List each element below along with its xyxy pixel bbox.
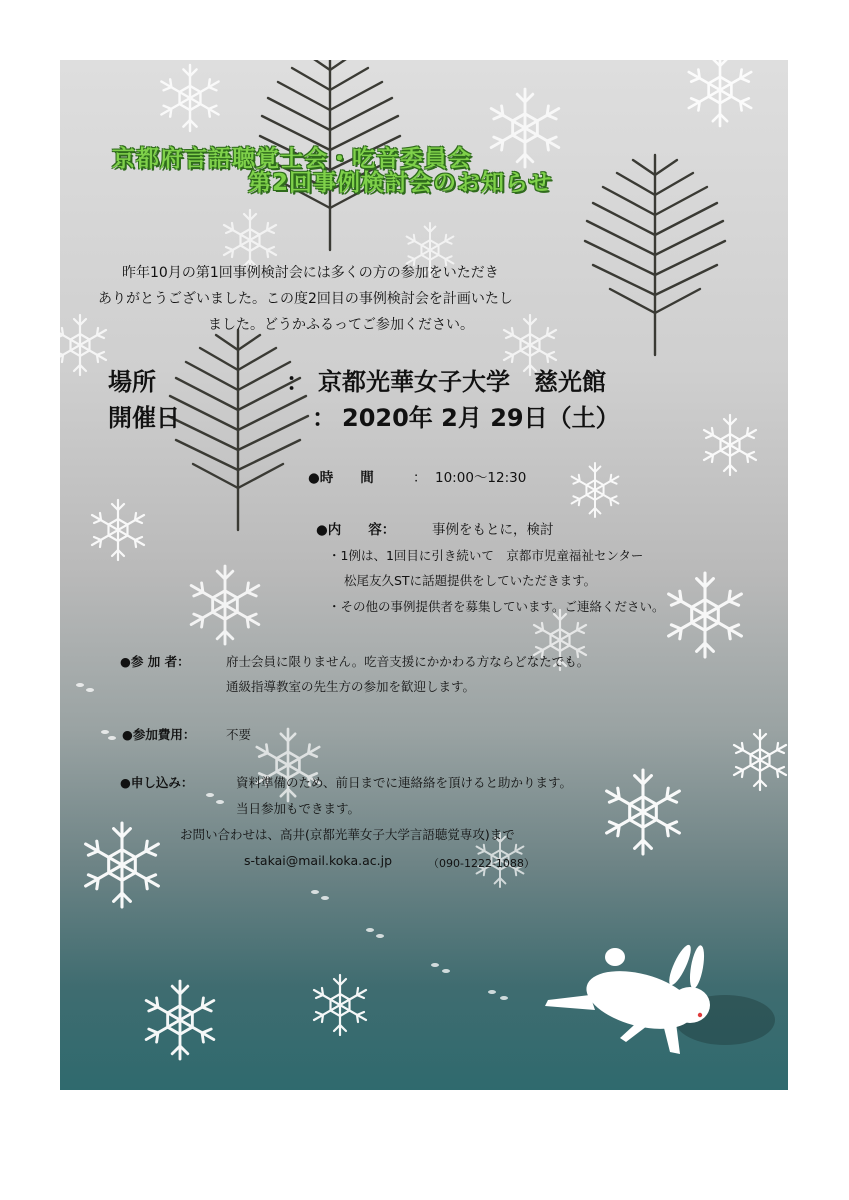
content-line-3: ・その他の事例提供者を募集しています。ご連絡ください。 bbox=[328, 599, 665, 614]
participants-label: ●参 加 者： bbox=[120, 654, 190, 669]
fee-label: ●参加費用： bbox=[122, 727, 196, 742]
tree-icon bbox=[585, 155, 725, 355]
rabbit-icon bbox=[545, 943, 710, 1054]
snowflake-icon bbox=[92, 500, 144, 560]
fee-value: 不要 bbox=[226, 727, 252, 742]
apply-line-2: 当日参加もできます。 bbox=[236, 801, 361, 816]
time-colon: ： bbox=[413, 470, 427, 486]
time-label: ●時 間 bbox=[308, 470, 374, 486]
title-line-2: 第2回事例検討会のお知らせ bbox=[248, 170, 553, 196]
content-value: 事例をもとに，検討 bbox=[432, 522, 554, 538]
snowflake-icon bbox=[572, 463, 619, 517]
apply-line-1: 資料準備のため、前日までに連絡絡を頂けると助かります。 bbox=[236, 775, 573, 790]
snowflake-icon bbox=[491, 89, 559, 167]
tree-icon bbox=[168, 330, 308, 530]
time-value: 10:00～12:30 bbox=[435, 470, 527, 486]
intro-line-3: ました。どうかふるってご参加ください。 bbox=[208, 317, 474, 333]
content-line-1: ・1例は、1回目に引き続いて 京都市児童福祉センター bbox=[328, 548, 644, 563]
snowflake-icon bbox=[314, 975, 366, 1035]
contact-phone: （090-1222-1088） bbox=[428, 857, 535, 870]
snowflake-icon bbox=[224, 210, 276, 270]
snowflake-icon bbox=[161, 65, 218, 131]
intro-line-1: 昨年10月の第1回事例検討会には多くの方の参加をいただき bbox=[122, 265, 499, 281]
participants-line-1: 府士会員に限りません。吃音支援にかかわる方ならどなたでも。 bbox=[226, 654, 590, 669]
venue-label: 場所 bbox=[108, 368, 156, 396]
snowflake-icon bbox=[607, 770, 680, 854]
content-label: ●内 容： bbox=[316, 522, 396, 538]
date-value: 2020年 2月 29日（土） bbox=[342, 404, 620, 432]
snowflake-icon bbox=[60, 315, 106, 375]
snowflake-icon bbox=[689, 60, 751, 126]
intro-line-2: ありがとうございました。この度2回目の事例検討会を計画いたし bbox=[98, 291, 513, 307]
content-line-2: 松尾友久STに話題提供をしていただきます。 bbox=[344, 573, 597, 588]
title-line-1: 京都府言語聴覚士会・吃音委員会 bbox=[112, 146, 472, 172]
snowflake-icon bbox=[86, 823, 159, 907]
date-label: 開催日 bbox=[108, 404, 180, 432]
venue-value: 京都光華女子大学 慈光館 bbox=[318, 368, 606, 396]
snowflake-icon bbox=[146, 981, 214, 1059]
apply-line-3: お問い合わせは、高井(京都光華女子大学言語聴覚専攻)まで bbox=[180, 827, 515, 842]
apply-label: ●申し込み： bbox=[120, 775, 194, 790]
snowflake-icon bbox=[734, 730, 786, 790]
poster bbox=[60, 60, 788, 1090]
participants-line-2: 通級指導教室の先生方の参加を歓迎します。 bbox=[226, 679, 476, 694]
snowflake-icon bbox=[704, 415, 756, 475]
venue-colon: ： bbox=[286, 368, 310, 396]
date-colon: ： bbox=[312, 404, 336, 432]
snowflake-icon bbox=[669, 573, 742, 657]
contact-email[interactable]: s-takai@mail.koka.ac.jp bbox=[244, 853, 392, 868]
snowflake-icon bbox=[191, 566, 259, 644]
